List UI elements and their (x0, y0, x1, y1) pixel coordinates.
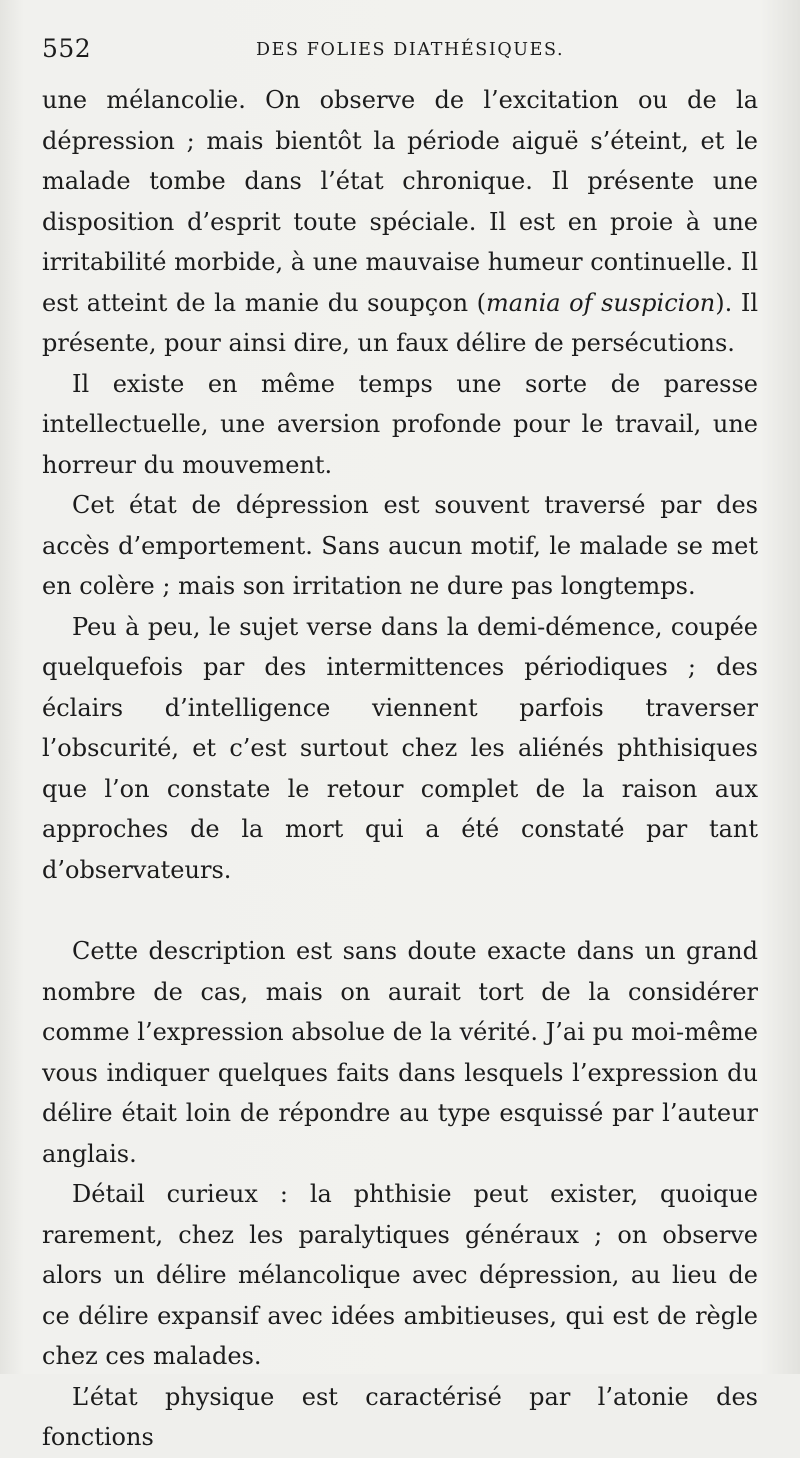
paragraph-6: Détail curieux : la phthisie peut exister, quoique rarement, chez les paralytiques généraux ; on observe alors un délire mélancolique avec dépression, au lieu de ce délire expansif avec idées ambitieuses, qui est de règle chez ces malades. (42, 1180, 758, 1370)
italic-phrase: mania of suspicion (486, 288, 716, 317)
paragraph-1-text: une mélancolie. On observe de l’excitation ou de la dépression ; mais bientôt la période aiguë s’éteint, et le malade tombe dans l’état chronique. Il présente une disposition d’esprit toute spéciale. Il est en proie à une irritabilité morbide, à une mauvaise humeur continuelle. Il est atteint de la manie du soupçon ( (42, 86, 758, 317)
paragraph-1-end: ). Il présente, pour ainsi dire, un faux délire de persécutions. (42, 288, 759, 357)
body-text (42, 80, 758, 1458)
paragraph-2: Il existe en même temps une sorte de paresse intellectuelle, une aversion profonde pour le travail, une horreur du mouvement. (42, 369, 758, 479)
paragraph-5: Cette description est sans doute exacte dans un grand nombre de cas, mais on aurait tort de la considérer comme l’expression absolue de la vérité. J’ai pu moi-même vous indiquer quelques faits dans lesquels l’expression du délire était loin de répondre au type esquissé par l’auteur anglais. (42, 937, 758, 1168)
page-number: 552 (42, 34, 92, 63)
paragraph-4: Peu à peu, le sujet verse dans la demi-démence, coupée quelquefois par des intermittences périodiques ; des éclairs d’intelligence viennent parfois traverser l’obscurité, et c’est surtout chez les aliénés phthisiques que l’on constate le retour complet de la raison aux approches de la mort qui a été constaté par tant d’observateurs. (42, 612, 758, 884)
paragraph-7: L’état physique est caractérisé par l’atonie des fonctions (42, 1382, 758, 1451)
paragraph-1 (42, 80, 758, 364)
paragraph-3: Cet état de dépression est souvent traversé par des accès d’emportement. Sans aucun motif, le malade se met en colère ; mais son irritation ne dure pas longtemps. (42, 491, 758, 600)
page-header (42, 30, 758, 80)
running-title: DES FOLIES DIATHÉSIQUES. (256, 40, 565, 60)
